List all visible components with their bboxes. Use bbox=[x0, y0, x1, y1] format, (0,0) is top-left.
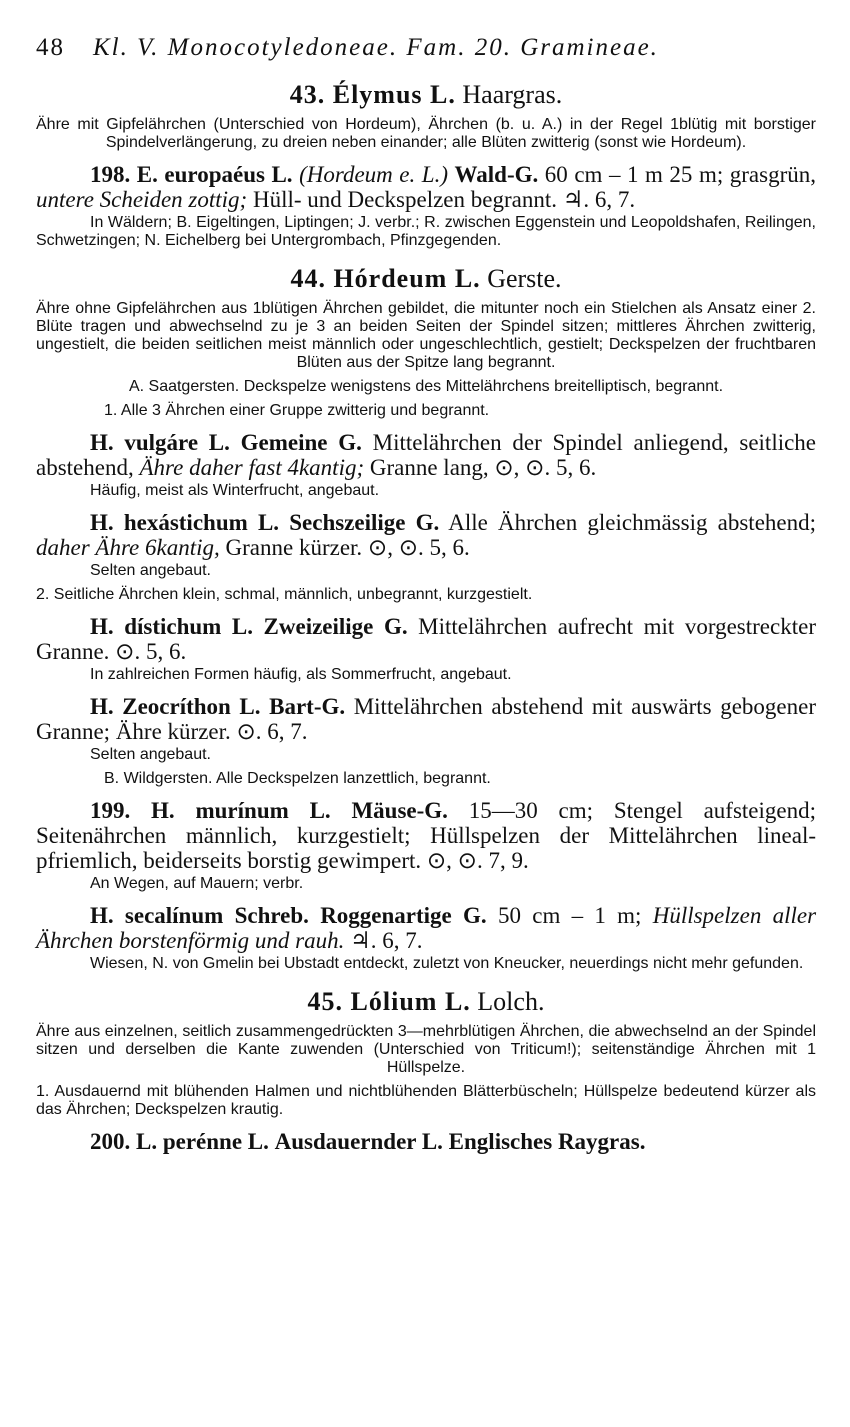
locality-text: Selten angebaut. bbox=[90, 562, 211, 579]
species-common-name: Zweizeilige G. bbox=[263, 614, 408, 639]
species-italic-text: daher Ähre 6kantig, bbox=[36, 535, 220, 560]
locality-text: Häufig, meist als Winterfrucht, angebaut. bbox=[90, 482, 380, 499]
species-common-name: Bart-G. bbox=[269, 694, 346, 719]
section-b-heading: B. Wildgersten. Alle Deckspelzen lanzettlich, begrannt. bbox=[104, 770, 491, 787]
genus-title: 43. Élymus L. bbox=[289, 80, 456, 109]
genus-common-name: Haargras. bbox=[462, 80, 563, 109]
species-text: Alle Ährchen gleichmässig abstehend; bbox=[448, 510, 817, 535]
species-common-name: Ausdauernder L. Englisches Raygras. bbox=[274, 1129, 646, 1154]
species-entry-vulgare bbox=[36, 430, 816, 480]
locality-text: In zahlreichen Formen häufig, als Sommerfrucht, angebaut. bbox=[90, 666, 512, 683]
genus-description: Ähre mit Gipfelährchen (Unterschied von Hordeum), Ährchen (b. u. A.) in der Regel 1blütig mit borstiger Spindelverlängerung, zu dreien neben einander; alle Blüten zwitterig (sonst wie Hordeum). bbox=[36, 116, 816, 151]
species-entry-distichum bbox=[36, 614, 816, 664]
species-common-name: Mäuse-G. bbox=[351, 798, 448, 823]
species-entry-hexastichum bbox=[36, 510, 816, 560]
locality-text: An Wegen, auf Mauern; verbr. bbox=[90, 875, 304, 892]
genus-title: 45. Lólium L. bbox=[307, 987, 471, 1016]
species-entry-198 bbox=[36, 162, 816, 212]
running-title: Kl. V. Monocotyledoneae. Fam. 20. Gramineae. bbox=[93, 34, 659, 61]
species-entry-199 bbox=[36, 798, 816, 873]
section-a-heading: A. Saatgersten. Deckspelze wenigstens des Mittelährchens breitelliptisch, begrannt. bbox=[128, 378, 724, 395]
genus-description: Ähre ohne Gipfelährchen aus 1blütigen Ährchen gebildet, die mitunter noch ein Stielchen als Ansatz einer 2. Blüte tragen und abwechselnd zu je 3 an beiden Seiten der Spindel sitzen; mittleres Ährchen zwitterig, ungestielt, die beiden seitlichen meist männlich oder ungeschlechtlich, gestielt; Deckspelzen der fruchtbaren Blüten aus der Spitze lang begrannt. bbox=[36, 300, 816, 371]
genus-common-name: Gerste. bbox=[487, 264, 562, 293]
species-text-2: Hüll- und Deckspelzen begrannt. ♃. 6, 7. bbox=[252, 187, 636, 212]
species-name: H. vulgáre L. bbox=[90, 430, 230, 455]
species-name: H. dístichum L. bbox=[90, 614, 253, 639]
group-2-heading: 2. Seitliche Ährchen klein, schmal, männlich, unbegrannt, kurzgestielt. bbox=[36, 586, 533, 603]
species-text: 15—30 cm; Stengel aufsteigend; Seitenährchen männlich, kurzgestielt; Hüllspelzen der Mittelährchen lineal-pfriemlich, beiderseits borstig gewimpert. ⊙, ⊙. 7, 9. bbox=[36, 798, 817, 873]
locality-text: Selten angebaut. bbox=[90, 746, 211, 763]
locality-text: Wiesen, N. von Gmelin bei Ubstadt entdeckt, zuletzt von Kneucker, neuerdings nicht mehr gefunden. bbox=[90, 955, 804, 972]
group-1-heading: 1. Ausdauernd mit blühenden Halmen und nichtblühenden Blätterbüscheln; Hüllspelze bedeutend kürzer als das Ährchen; Deckspelzen krautig. bbox=[36, 1083, 816, 1118]
species-text: 60 cm – 1 m 25 m; grasgrün, bbox=[544, 162, 816, 187]
species-text-2: ♃. 6, 7. bbox=[350, 928, 423, 953]
species-name: H. hexástichum L. bbox=[90, 510, 280, 535]
species-italic-text: Ähre daher fast 4kantig; bbox=[139, 455, 365, 480]
species-common-name: Wald-G. bbox=[454, 162, 539, 187]
genus-heading-elymus bbox=[36, 80, 816, 110]
genus-common-name: Lolch. bbox=[477, 987, 545, 1016]
locality-text: In Wäldern; B. Eigeltingen, Liptingen; J. verbr.; R. zwischen Eggenstein und Leopoldshafen, Reilingen, Schwetzingen; N. Eichelberg bei Untergrombach, Pfinzgegenden. bbox=[36, 214, 816, 249]
species-italic-text: Hüllspelzen aller Ährchen borstenförmig und rauh. bbox=[36, 903, 817, 953]
species-common-name: Roggenartige G. bbox=[320, 903, 487, 928]
species-common-name: Sechszeilige G. bbox=[289, 510, 440, 535]
species-italic-text: untere Scheiden zottig; bbox=[36, 187, 248, 212]
species-name: 199. H. murínum L. bbox=[90, 798, 331, 823]
species-text-2: Granne lang, ⊙, ⊙. 5, 6. bbox=[369, 455, 597, 480]
genus-title: 44. Hórdeum L. bbox=[290, 264, 481, 293]
species-text: Mittelährchen aufrecht mit vorgestreckter Granne. ⊙. 5, 6. bbox=[36, 614, 816, 664]
page-number: 48 bbox=[36, 34, 65, 61]
species-text: 50 cm – 1 m; bbox=[497, 903, 642, 928]
species-name: H. secalínum Schreb. bbox=[90, 903, 309, 928]
species-text: Mittelährchen der Spindel anliegend, seitliche abstehend, bbox=[36, 430, 817, 480]
species-entry-200 bbox=[36, 1129, 816, 1154]
species-name: 200. L. perénne L. bbox=[90, 1129, 269, 1154]
genus-heading-hordeum bbox=[36, 264, 816, 294]
group-1-heading: 1. Alle 3 Ährchen einer Gruppe zwitterig und begrannt. bbox=[104, 402, 490, 419]
species-name: 198. E. europaéus L. bbox=[90, 162, 293, 187]
genus-description: Ähre aus einzelnen, seitlich zusammengedrückten 3—mehrblütigen Ährchen, die abwechselnd an der Spindel sitzen und derselben die Kante zuwenden (Unterschied von Triticum!); seitenständige Ährchen mit 1 Hüllspelze. bbox=[36, 1023, 816, 1076]
species-synonym: (Hordeum e. L.) bbox=[299, 162, 448, 187]
species-entry-zeocrithon bbox=[36, 694, 816, 744]
running-head bbox=[36, 34, 816, 62]
species-text: Mittelährchen abstehend mit auswärts gebogener Granne; Ähre kürzer. ⊙. 6, 7. bbox=[36, 694, 816, 744]
species-text-2: Granne kürzer. ⊙, ⊙. 5, 6. bbox=[225, 535, 470, 560]
species-common-name: Gemeine G. bbox=[240, 430, 362, 455]
species-name: H. Zeocríthon L. bbox=[90, 694, 261, 719]
genus-heading-lolium bbox=[36, 987, 816, 1017]
species-entry-secalinum bbox=[36, 903, 816, 953]
